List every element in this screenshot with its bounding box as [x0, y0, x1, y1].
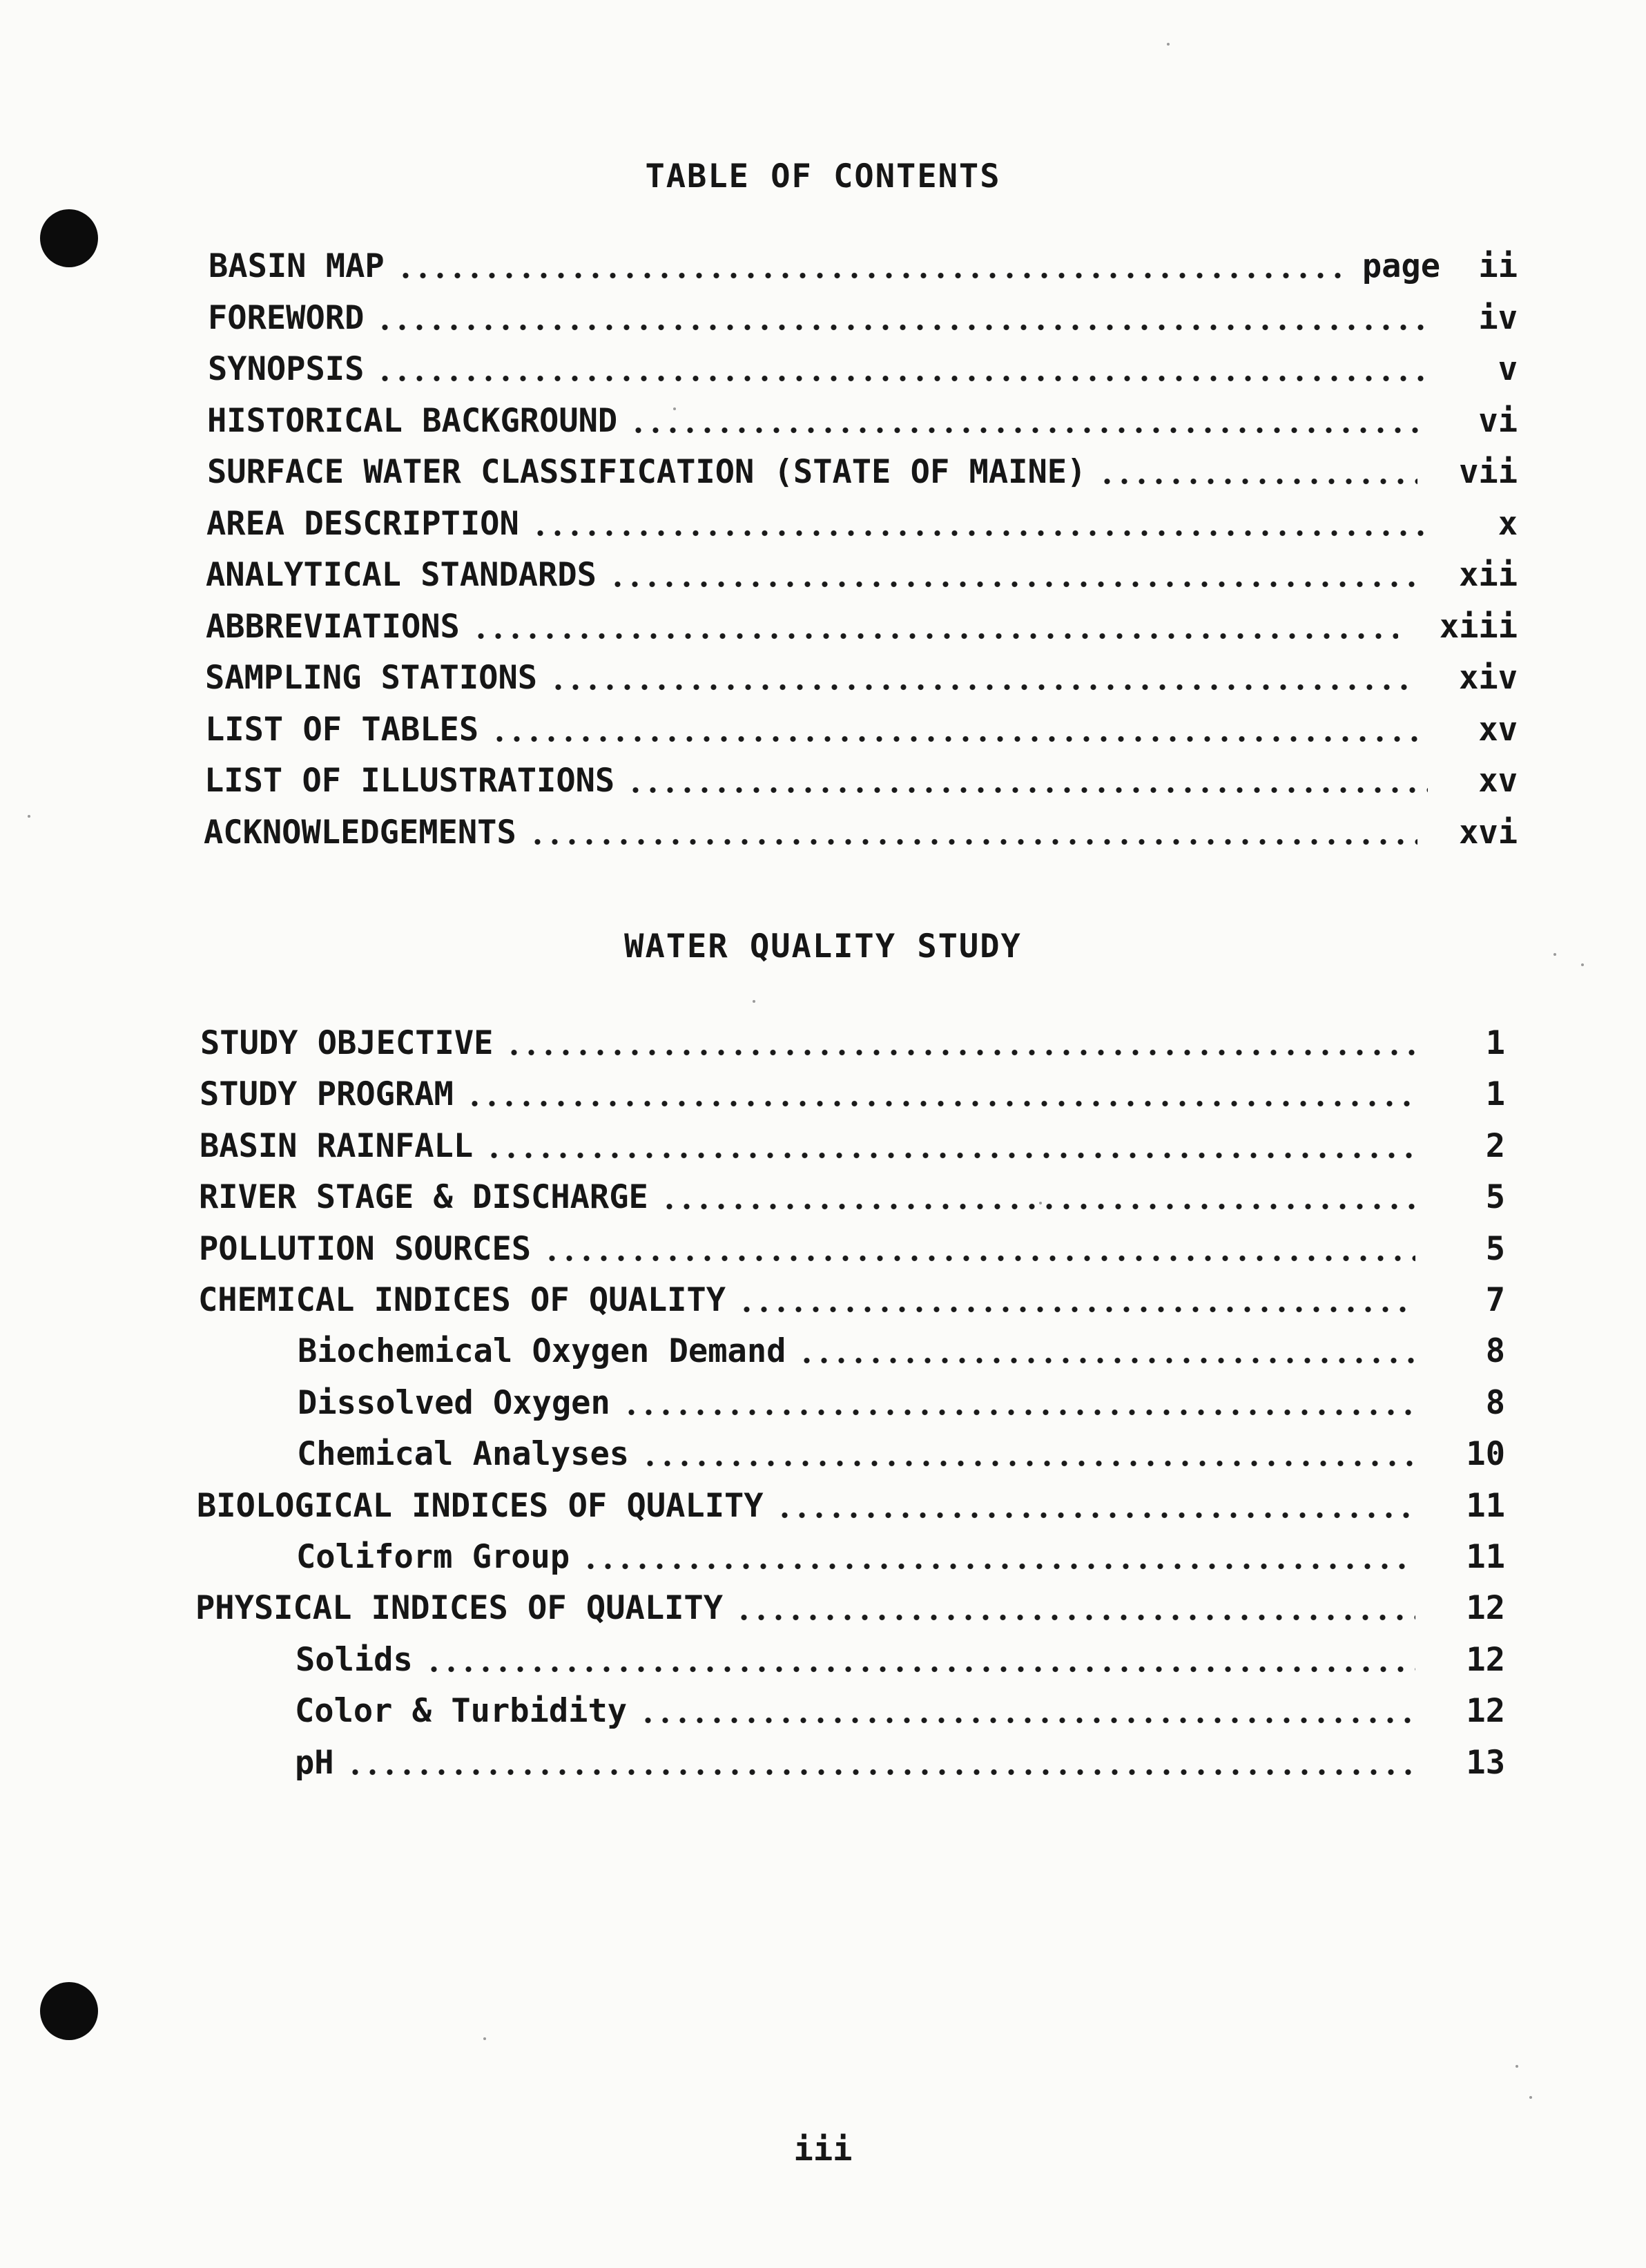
- entry-label: STUDY PROGRAM: [200, 1075, 454, 1114]
- dot-leader: [466, 1096, 1415, 1111]
- entry-page-number: 12: [1466, 1640, 1505, 1679]
- entry-label: HISTORICAL BACKGROUND: [207, 401, 618, 440]
- entry-page-number: v: [1498, 350, 1518, 388]
- toc-entry: [296, 1641, 1505, 1682]
- toc-entry: [295, 1692, 1505, 1733]
- entry-page-number: xv: [1478, 762, 1518, 800]
- entry-label: Color & Turbidity: [295, 1692, 628, 1731]
- entry-label: BASIN RAINFALL: [200, 1126, 474, 1165]
- entry-page-number: 1: [1485, 1024, 1505, 1062]
- toc-entry: [207, 453, 1518, 494]
- toc-entry: [204, 814, 1518, 855]
- dot-leader: [1098, 474, 1417, 489]
- toc-entry: [200, 1127, 1505, 1169]
- scan-speck: [1039, 1202, 1042, 1204]
- dot-leader: [532, 526, 1428, 541]
- entry-label: ABBREVIATIONS: [206, 607, 460, 646]
- entry-label: RIVER STAGE & DISCHARGE: [199, 1178, 648, 1217]
- dot-leader: [550, 680, 1417, 695]
- scan-speck: [1553, 953, 1556, 956]
- scan-speck: [1581, 963, 1584, 966]
- dot-leader: [738, 1302, 1415, 1317]
- dot-leader: [641, 1456, 1415, 1471]
- toc-entry: [298, 1332, 1505, 1374]
- dot-leader: [376, 320, 1428, 335]
- entry-label: CHEMICAL INDICES OF QUALITY: [198, 1281, 726, 1319]
- entry-page-number: 2: [1485, 1126, 1505, 1165]
- entry-page-number: 11: [1466, 1538, 1505, 1576]
- toc-entry: [198, 1281, 1505, 1323]
- dot-leader: [347, 1765, 1415, 1780]
- entry-page-number: 8: [1485, 1332, 1505, 1371]
- entry-page-number: 8: [1485, 1383, 1505, 1422]
- entry-label: SYNOPSIS: [208, 350, 365, 388]
- entry-label: Coliform Group: [296, 1538, 570, 1576]
- toc-entry: [296, 1538, 1505, 1579]
- toc-entry: [195, 1589, 1505, 1631]
- entry-page-number: iv: [1478, 298, 1518, 337]
- toc-entry: [199, 1230, 1505, 1271]
- entry-label: BASIN MAP: [209, 247, 385, 285]
- entry-label: Solids: [296, 1640, 413, 1679]
- entry-label: STUDY OBJECTIVE: [200, 1024, 494, 1062]
- dot-leader: [543, 1251, 1415, 1266]
- toc-entry: [205, 711, 1518, 752]
- scan-speck: [28, 815, 30, 818]
- dot-leader: [472, 628, 1398, 644]
- toc-entry: [295, 1744, 1505, 1785]
- punch-hole-bottom: [40, 1982, 98, 2040]
- page-number: iii: [793, 2131, 853, 2169]
- scan-speck: [673, 407, 676, 410]
- dot-leader: [582, 1559, 1415, 1574]
- toc-entry: [199, 1178, 1505, 1220]
- dot-leader: [376, 371, 1428, 386]
- dot-leader: [491, 731, 1428, 747]
- punch-hole-top: [40, 209, 98, 267]
- entry-label: PHYSICAL INDICES OF QUALITY: [195, 1589, 724, 1628]
- toc-entry: [205, 659, 1518, 700]
- entry-label: AREA DESCRIPTION: [206, 504, 519, 543]
- dot-leader: [397, 268, 1351, 283]
- dot-leader: [639, 1713, 1415, 1728]
- scan-speck: [1529, 2096, 1532, 2099]
- entry-page-number: 11: [1466, 1486, 1505, 1525]
- entry-page-number: 5: [1485, 1229, 1505, 1268]
- entry-page-number: 5: [1485, 1178, 1505, 1217]
- entry-label: SAMPLING STATIONS: [205, 659, 538, 697]
- entry-label: SURFACE WATER CLASSIFICATION (STATE OF MAINE): [207, 453, 1087, 491]
- toc-entry: [208, 299, 1518, 340]
- entry-page-number: 7: [1485, 1281, 1505, 1319]
- entry-page-number: 10: [1466, 1435, 1505, 1474]
- entry-label: BIOLOGICAL INDICES OF QUALITY: [197, 1486, 764, 1525]
- entry-label: ACKNOWLEDGEMENTS: [204, 813, 516, 852]
- toc-entry: [209, 247, 1518, 289]
- scan-speck: [1516, 2065, 1518, 2068]
- dot-leader: [776, 1508, 1415, 1523]
- entry-page-number: vi: [1478, 401, 1518, 440]
- entry-page-number: ii: [1478, 247, 1518, 285]
- toc-entry: [206, 505, 1518, 546]
- dot-leader: [661, 1199, 1415, 1214]
- entry-page-number: xii: [1459, 556, 1518, 594]
- entry-page-number: 12: [1466, 1589, 1505, 1628]
- entry-page-number: 12: [1466, 1692, 1505, 1731]
- entry-page-number: xv: [1478, 710, 1518, 749]
- entry-label: Chemical Analyses: [297, 1435, 630, 1474]
- toc-entry: [298, 1384, 1505, 1425]
- scan-speck: [1167, 43, 1170, 46]
- dot-leader: [609, 577, 1417, 592]
- dot-leader: [630, 423, 1428, 438]
- entry-page-number: x: [1498, 504, 1518, 543]
- entry-label: LIST OF ILLUSTRATIONS: [204, 762, 615, 800]
- toc-entry: [208, 350, 1518, 392]
- scan-speck: [483, 2037, 486, 2040]
- dot-leader: [735, 1610, 1415, 1625]
- entry-page-number: xiv: [1459, 659, 1518, 697]
- entry-label: Dissolved Oxygen: [298, 1383, 610, 1422]
- toc-entry: [297, 1435, 1505, 1477]
- toc-title: TABLE OF CONTENTS: [645, 157, 1001, 195]
- dot-leader: [529, 834, 1417, 849]
- section-title: WATER QUALITY STUDY: [624, 928, 1022, 965]
- page-prefix: page: [1362, 247, 1440, 285]
- dot-leader: [505, 1045, 1415, 1060]
- scan-speck: [753, 1000, 755, 1003]
- dot-leader: [627, 782, 1428, 798]
- toc-entry: [206, 556, 1518, 597]
- dot-leader: [425, 1662, 1415, 1677]
- dot-leader: [623, 1405, 1415, 1420]
- toc-entry: [206, 608, 1518, 649]
- entry-label: FOREWORD: [208, 298, 365, 337]
- entry-label: pH: [295, 1743, 334, 1782]
- entry-page-number: vii: [1459, 453, 1518, 491]
- entry-label: ANALYTICAL STANDARDS: [206, 556, 597, 594]
- toc-entry: [207, 402, 1518, 443]
- entry-label: LIST OF TABLES: [205, 710, 479, 749]
- dot-leader: [798, 1353, 1415, 1368]
- entry-label: POLLUTION SOURCES: [199, 1229, 532, 1268]
- entry-page-number: xvi: [1459, 813, 1518, 852]
- toc-entry: [200, 1024, 1505, 1066]
- toc-entry: [197, 1487, 1505, 1528]
- toc-entry: [200, 1075, 1505, 1117]
- entry-page-number: 13: [1466, 1743, 1505, 1782]
- entry-label: Biochemical Oxygen Demand: [298, 1332, 786, 1371]
- dot-leader: [485, 1148, 1415, 1163]
- entry-page-number: 1: [1485, 1075, 1505, 1114]
- entry-page-number: xiii: [1439, 607, 1518, 646]
- toc-entry: [204, 762, 1518, 803]
